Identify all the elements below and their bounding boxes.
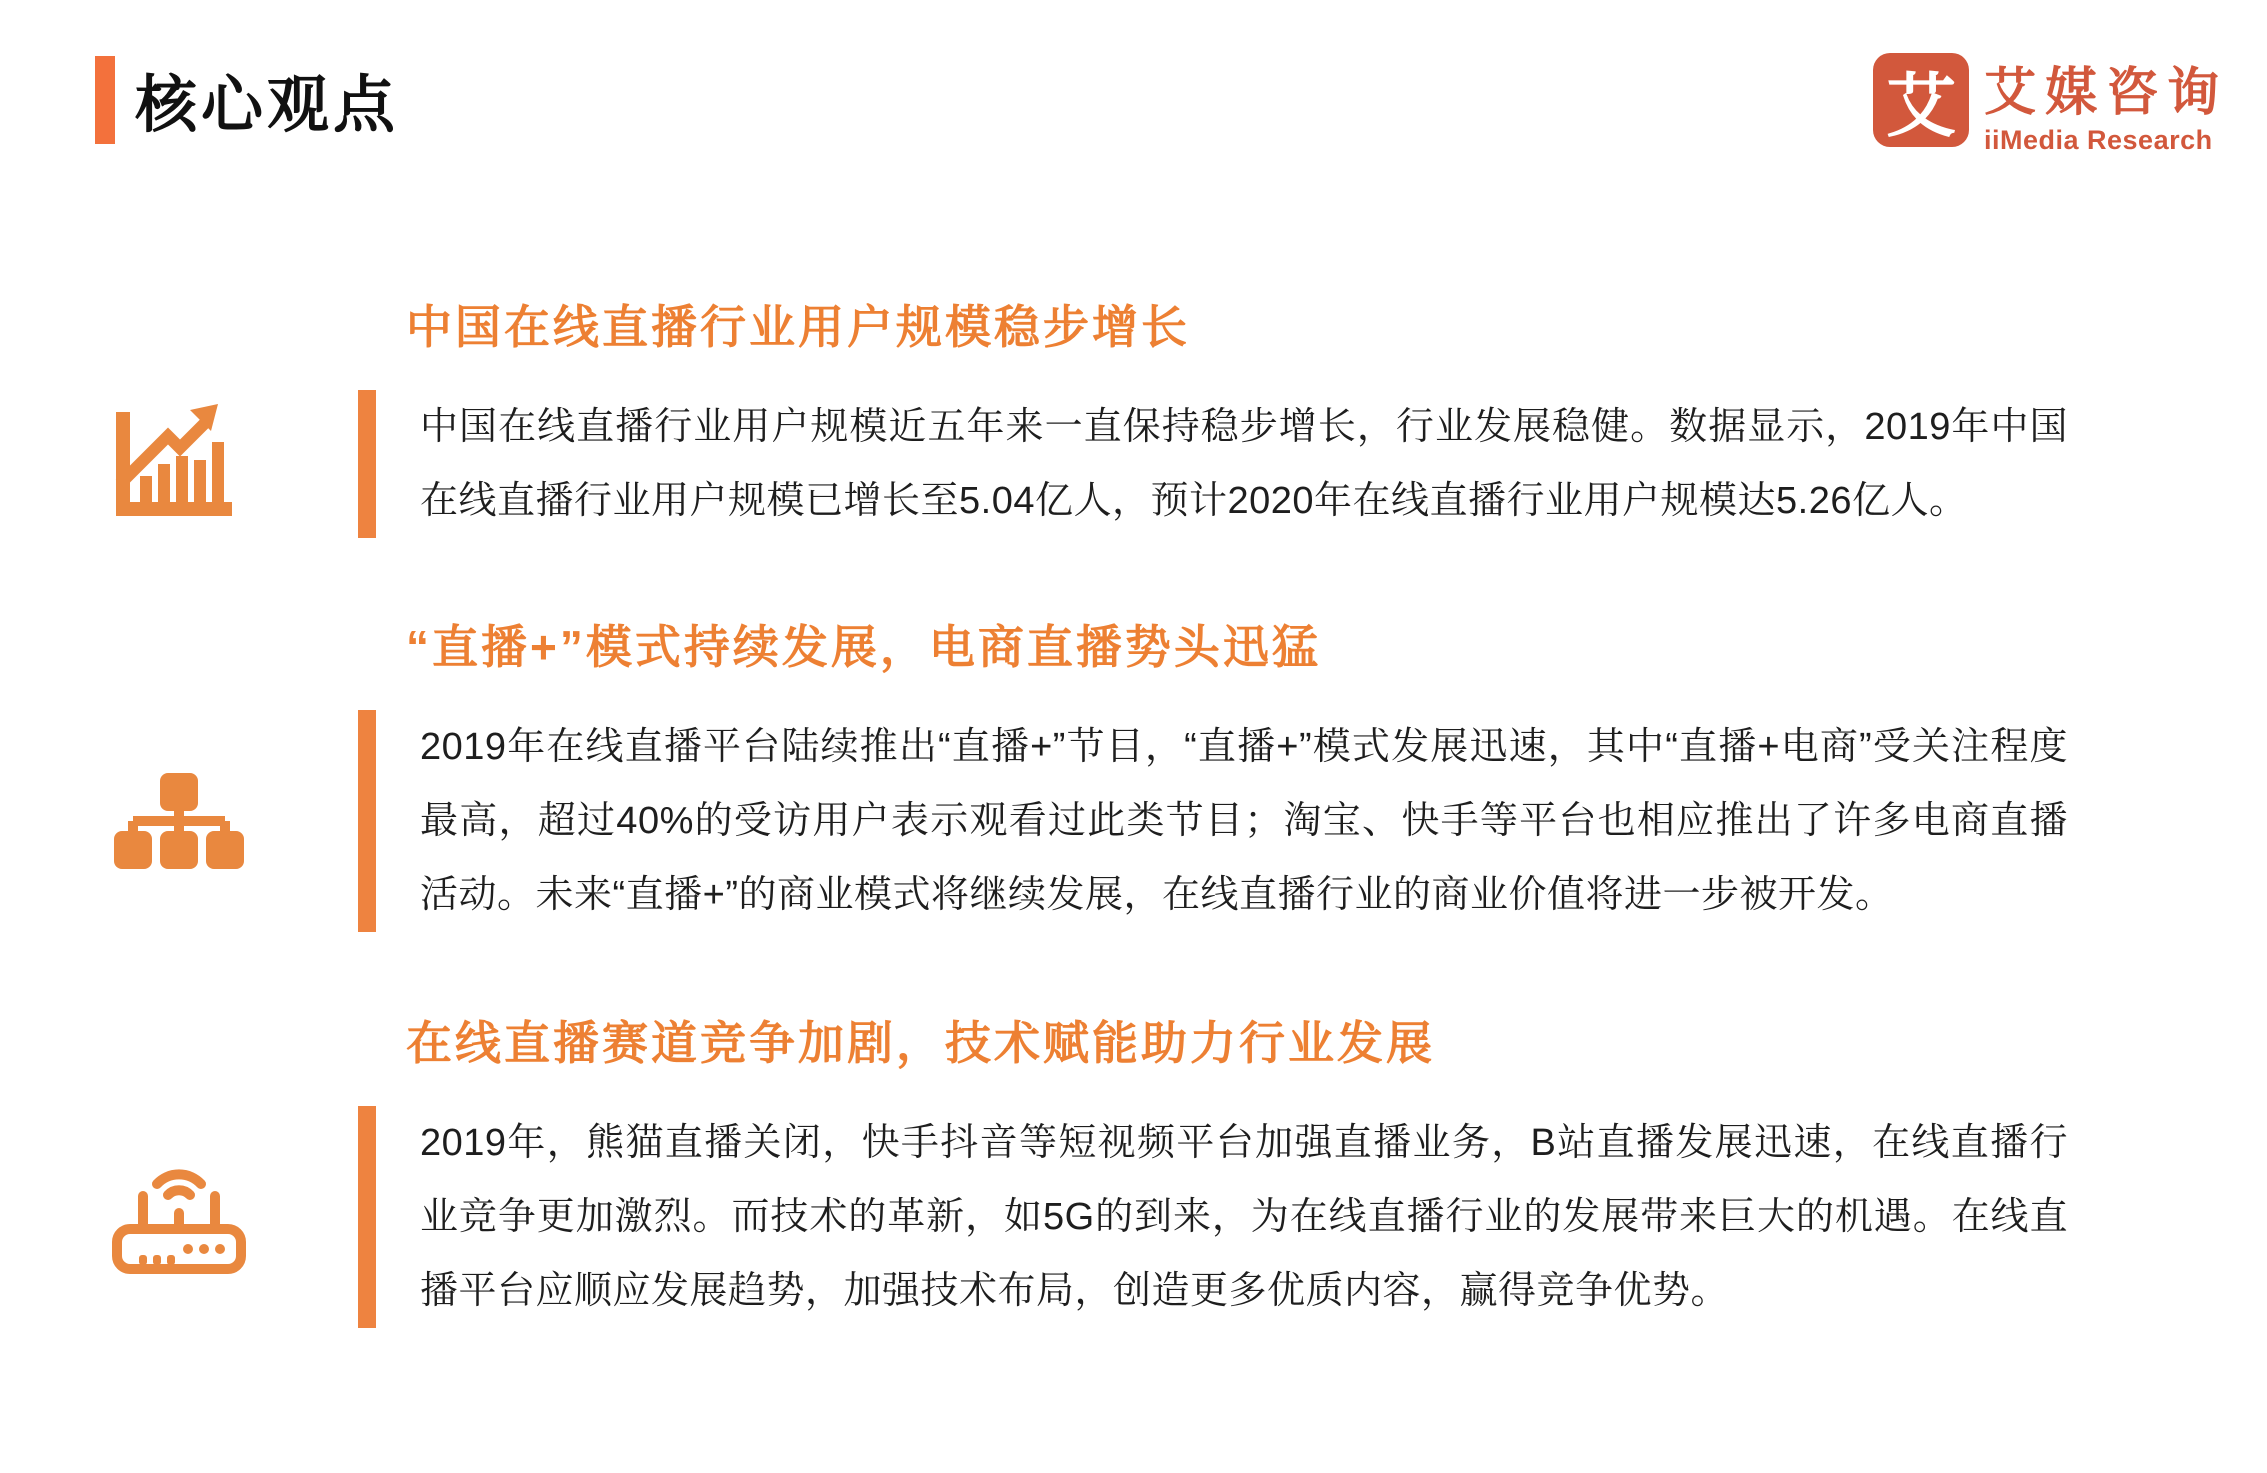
paragraph-accent-bar	[358, 390, 376, 538]
section-user-scale	[0, 298, 2267, 538]
title-accent-bar	[95, 56, 115, 144]
logo-company-name-cn: 艾媒咨询	[1984, 64, 2229, 122]
paragraph-accent-bar	[358, 710, 376, 932]
section-row	[0, 1106, 2267, 1328]
section-heading: 中国在线直播行业用户规模稳步增长	[406, 301, 1190, 353]
section-heading: “直播+”模式持续发展，电商直播势头迅猛	[406, 621, 1321, 673]
section-competition-tech	[0, 1014, 2267, 1328]
section-body-text: 中国在线直播行业用户规模近五年来一直保持稳步增长，行业发展稳健。数据显示，2019年中国在线直播行业用户规模已增长至5.04亿人，预计2020年在线直播行业用户规模达5.26亿人。	[420, 406, 2068, 522]
section-heading: 在线直播赛道竞争加剧，技术赋能助力行业发展	[406, 1017, 1435, 1069]
page-title: 核心观点	[135, 71, 400, 140]
section-body-text: 2019年在线直播平台陆续推出“直播+”节目，“直播+”模式发展迅速，其中“直播+电商”受关注程度最高，超过40%的受访用户表示观看过此类节目；淘宝、快手等平台也相应推出了许多电商直播活动。未来“直播+”的商业模式将继续发展，在线直播行业的商业价值将进一步被开发。	[420, 726, 2068, 916]
section-row	[0, 710, 2267, 932]
logo-company-name-en: iiMedia Research	[1984, 125, 2213, 155]
section-row	[0, 390, 2267, 538]
growth-bar-chart-icon	[0, 404, 358, 524]
section-body-text: 2019年，熊猫直播关闭，快手抖音等短视频平台加强直播业务，B站直播发展迅速，在线直播行业竞争更加激烈。而技术的革新，如5G的到来，为在线直播行业的发展带来巨大的机遇。在线直播平台应顺应发展趋势，加强技术布局，创造更多优质内容，赢得竞争优势。	[420, 1122, 2068, 1312]
paragraph-accent-bar	[358, 1106, 376, 1328]
company-logo	[1873, 53, 2228, 156]
logo-text	[1984, 53, 2228, 156]
wifi-router-icon	[0, 1159, 358, 1275]
logo-mark-icon: 艾	[1873, 53, 1969, 147]
section-live-plus	[0, 618, 2267, 932]
sitemap-icon	[0, 773, 358, 869]
page-header	[95, 55, 399, 144]
